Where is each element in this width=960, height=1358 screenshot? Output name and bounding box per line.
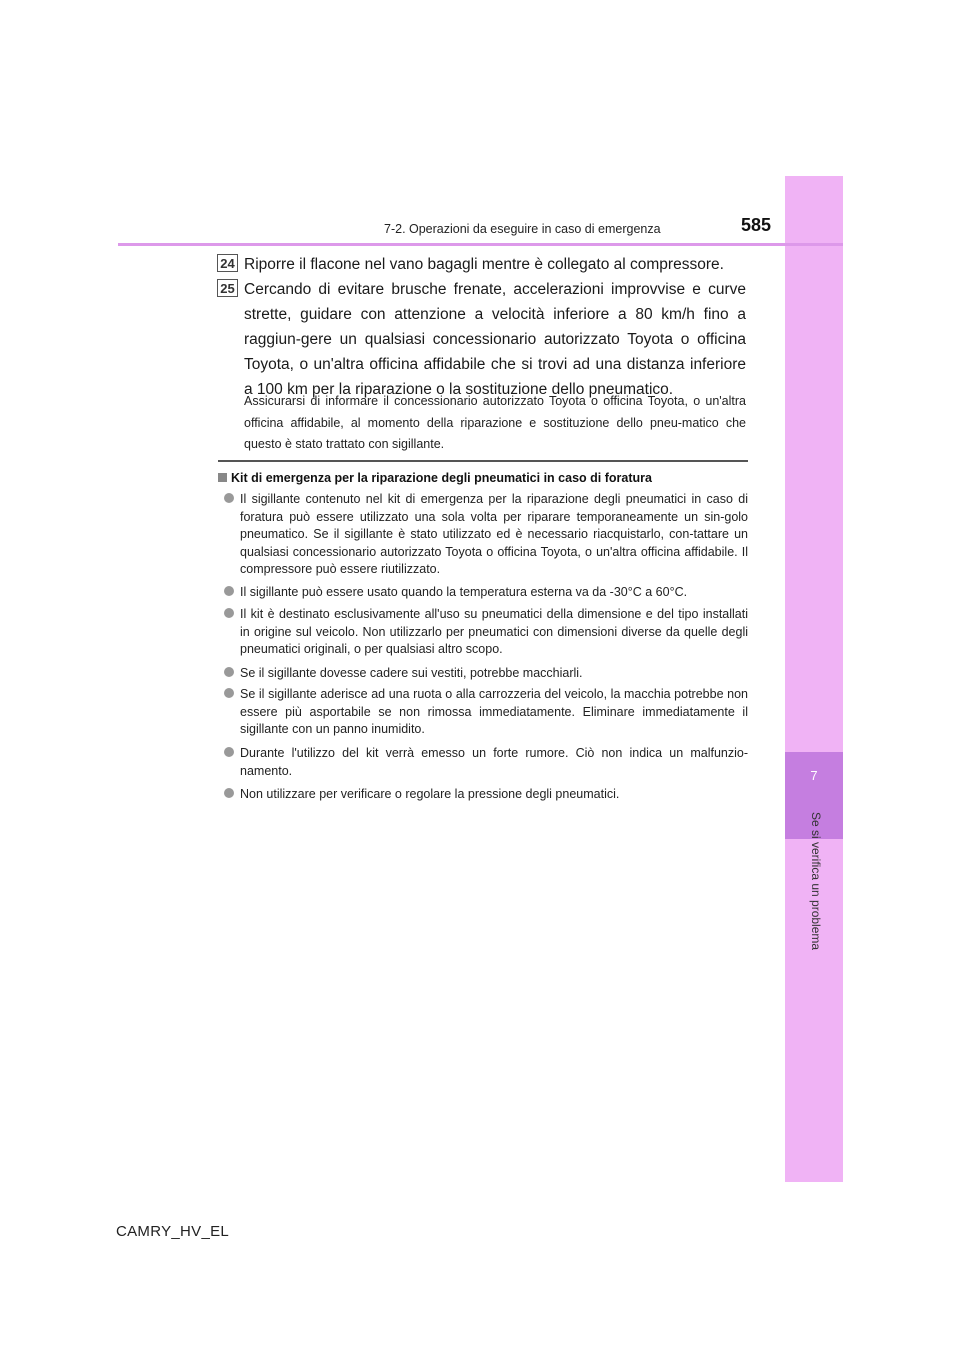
- bullet-dot-icon: [224, 667, 234, 677]
- bullet-dot-icon: [224, 788, 234, 798]
- list-item: [224, 606, 748, 659]
- step-text: Cercando di evitare brusche frenate, accelerazioni improvvise e curve strette, guidare con attenzione a velocità inferiore a 80 km/h fino a raggiun-gere un qualsiasi concessionario autorizzato Toyota o officina Toyota, o un'altra officina affidabile che si trovi ad una distanza inferiore a 100 km per la riparazione o la sostituzione dello pneumatico.: [244, 281, 746, 398]
- list-item: [224, 686, 748, 739]
- bullet-dot-icon: [224, 493, 234, 503]
- list-item: [224, 665, 748, 683]
- list-item-text: Durante l'utilizzo del kit verrà emesso un forte rumore. Ciò non indica un malfunzio-namento.: [240, 746, 748, 778]
- step-text: Riporre il flacone nel vano bagagli mentre è collegato al compressore.: [244, 256, 724, 273]
- list-item-text: Non utilizzare per verificare o regolare la pressione degli pneumatici.: [240, 787, 620, 801]
- square-bullet-icon: [218, 473, 227, 482]
- list-item: [224, 491, 748, 579]
- page-number: 585: [741, 215, 772, 235]
- chapter-side-tab: [785, 176, 843, 1182]
- document-code: CAMRY_HV_EL: [116, 1223, 230, 1240]
- list-item-text: Se il sigillante dovesse cadere sui vestiti, potrebbe macchiarli.: [240, 666, 583, 680]
- bullet-dot-icon: [224, 688, 234, 698]
- list-item-text: Se il sigillante aderisce ad una ruota o alla carrozzeria del veicolo, la macchia potrebbe non essere più asportabile se non rimossa immediatamente. Eliminare immediatamente il sigillante con un panno inumidito.: [240, 687, 748, 737]
- step-note: Assicurarsi di informare il concessionario autorizzato Toyota o officina Toyota, o un'altra officina affidabile, al momento della riparazione e sostituzione dello pneu-matico che questo è stato trattato con sigillante.: [244, 394, 746, 451]
- kit-title-text: Kit di emergenza per la riparazione degli pneumatici in caso di foratura: [231, 471, 652, 485]
- header-rule: [118, 243, 843, 246]
- bullet-dot-icon: [224, 747, 234, 757]
- list-item-text: Il kit è destinato esclusivamente all'uso su pneumatici della dimensione e del tipo installati in origine sul veicolo. Non utilizzarlo per pneumatici con dimensioni diverse da quelle degli pneumatici originali, o per qualsiasi altro scopo.: [240, 607, 748, 657]
- list-item: [224, 786, 748, 804]
- list-item: [224, 745, 748, 780]
- bullet-dot-icon: [224, 586, 234, 596]
- list-item-text: Il sigillante contenuto nel kit di emergenza per la riparazione degli pneumatici in caso di foratura può essere utilizzato una sola volta per riparare temporaneamente un sin-golo pneumatico. Se il sigillante è stato utilizzato ed è necessario riacquistarlo, con-tattare un qualsiasi concessionario autorizzato Toyota o officina Toyota, o un'altra officina affidabile. Il compressore può essere riutilizzato.: [240, 492, 748, 577]
- chapter-title: Se si verifica un problema: [809, 812, 823, 951]
- list-item-text: Il sigillante può essere usato quando la temperatura esterna va da -30°C a 60°C.: [240, 585, 688, 599]
- step-number-badge: 25: [217, 279, 238, 297]
- list-item: [224, 584, 748, 602]
- bullet-dot-icon: [224, 608, 234, 618]
- section-divider: [218, 460, 748, 462]
- step-number-badge: 24: [217, 254, 238, 272]
- chapter-number: 7: [810, 768, 818, 783]
- section-title: 7-2. Operazioni da eseguire in caso di emergenza: [384, 222, 661, 236]
- kit-section-title: [218, 471, 652, 485]
